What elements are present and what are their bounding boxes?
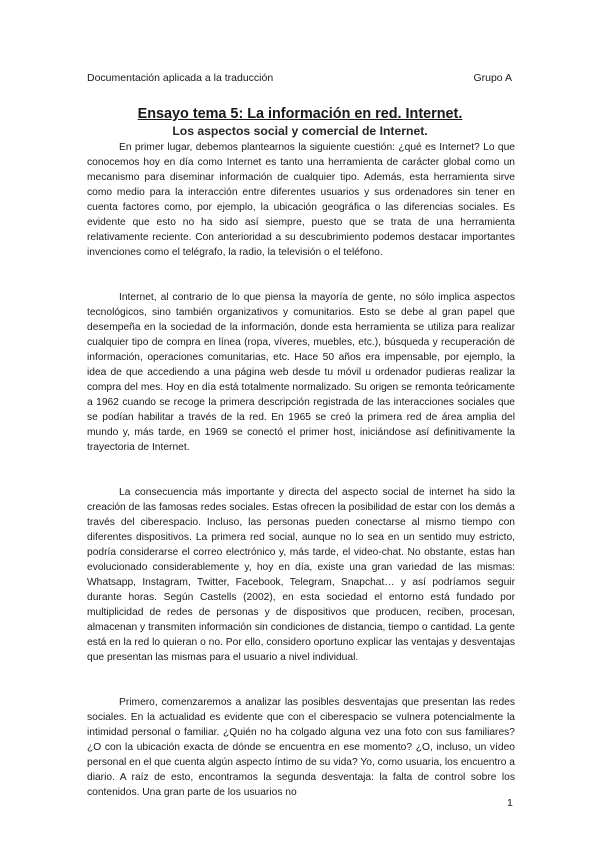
paragraph-2: Internet, al contrario de lo que piensa la mayoría de gente, no sólo implica aspectos tecnológicos, sino también organizativos y comunitarios. Esto se debe al gran papel que desempeña en la sociedad de la información, donde esta herramienta se utiliza para realizar cualquier tipo de compra en línea (ropa, víveres, muebles, etc.), búsqueda y recuperación de información, operaciones comunitarias, etc. Hace 50 años era impensable, por ejemplo, la idea de que accediendo a una página web desde tu móvil u ordenador pudieras realizar la compra del mes. Hoy en día está totalmente normalizado. Su origen se remonta teóricamente a 1962 cuando se recoge la primera descripción registrada de las interacciones sociales que se podían habilitar a través de la red. En 1965 se creó la primera red de área amplia del mundo y, más tarde, en 1969 se conectó el primer host, iniciándose así definitivamente la trayectoria de Internet. xyxy=(87,292,515,453)
paragraph-1: En primer lugar, debemos plantearnos la siguiente cuestión: ¿qué es Internet? Lo que conocemos hoy en día como Internet es tanto una herramienta de carácter global como un mecanismo para diseminar información de cualquier tipo. Además, esta herramienta sirve como medio para la interacción entre diferentes usuarios y sus ordenadores sin tener en cuenta factores como, por ejemplo, la ubicación geográfica o las diferencias sociales. Es evidente que esto no ha sido así siempre, puesto que se trata de una herramienta relativamente reciente. Con anterioridad a su descubrimiento podemos destacar importantes invenciones como el telégrafo, la radio, la televisión o el teléfono. xyxy=(87,142,515,258)
essay-body xyxy=(87,140,515,830)
paragraph-4: Primero, comenzaremos a analizar las posibles desventajas que presentan las redes sociales. En la actualidad es evidente que con el ciberespacio se vulnera potencialmente la intimidad personal o familiar. ¿Quién no ha colgado alguna vez una foto con sus familiares? ¿O con la ubicación exacta de dónde se encuentra en ese momento? ¿O, incluso, un vídeo personal en el que cuenta algún aspecto íntimo de su vida? Yo, como usuaria, los encuentro a diario. A raíz de esto, encontramos la segunda desventaja: la falta de control sobre los contenidos. Una gran parte de los usuarios no xyxy=(87,697,515,798)
header-course: Documentación aplicada a la traducción xyxy=(87,72,274,84)
page-number: 1 xyxy=(507,797,513,809)
essay-title: Ensayo tema 5: La información en red. Internet. xyxy=(137,106,463,122)
paragraph-3: La consecuencia más importante y directa del aspecto social de internet ha sido la creación de las famosas redes sociales. Estas ofrecen la posibilidad de estar con los demás a través del ciberespacio. Incluso, las personas pueden conectarse al mismo tiempo con diferentes dispositivos. La primera red social, aunque no lo sea en un sentido muy estricto, podría considerarse el correo electrónico y, más tarde, el video-chat. No obstante, estas han evolucionado considerablemente y, hoy en día, existe una gran variedad de las mismas: Whatsapp, Instagram, Twitter, Facebook, Telegram, Snapchat… y así podríamos seguir durante horas. Según Castells (2002), en esta sociedad el entorno está fundado por multiplicidad de redes de personas y de dispositivos que producen, reciben, procesan, almacenan y transmiten información sin condiciones de distancia, tiempo o cantidad. La gente está en la red lo quieran o no. Por ello, considero oportuno explicar las ventajas y desventajas que presentan las mismas para el usuario a nivel individual. xyxy=(87,487,515,663)
page-header xyxy=(87,72,512,84)
essay-subtitle: Los aspectos social y comercial de Internet. xyxy=(172,124,428,138)
header-group: Grupo A xyxy=(473,72,512,84)
